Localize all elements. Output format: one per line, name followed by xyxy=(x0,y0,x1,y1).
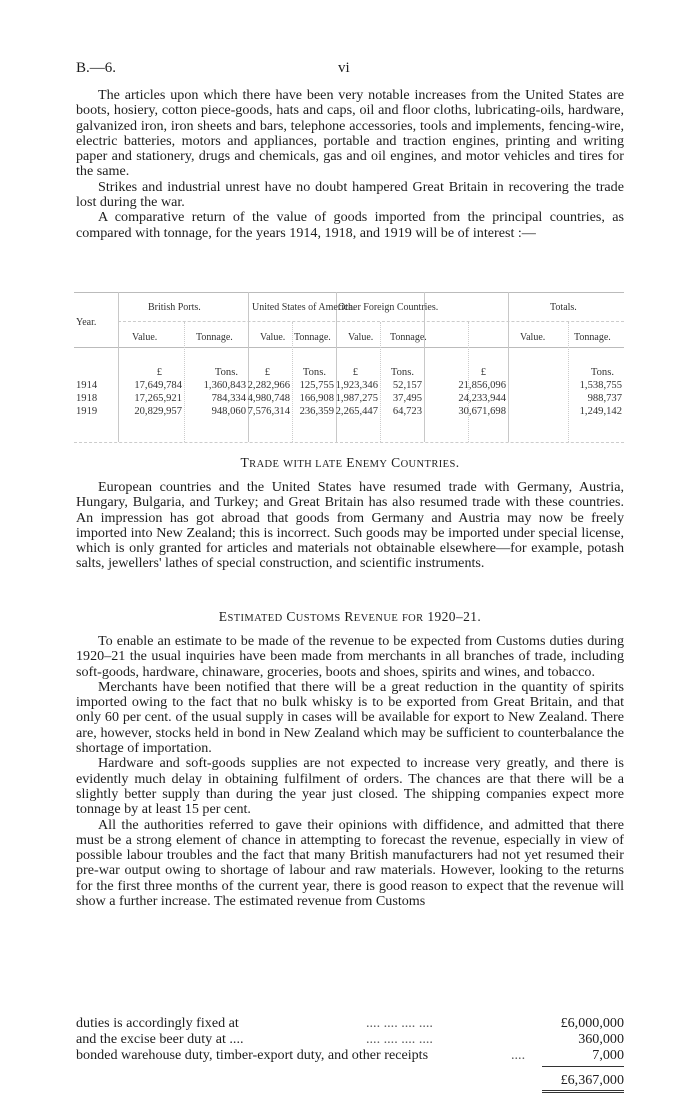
revenue-line: duties is accordingly fixed at .... .... .... .... £6,000,000 xyxy=(76,1015,624,1031)
table-cell: 1,249,142 xyxy=(579,406,622,417)
table-cell: 17,649,784 xyxy=(134,380,182,391)
page-header xyxy=(76,60,624,80)
table-column-header: Tonnage. xyxy=(390,332,427,343)
table-unit-label: Tons. xyxy=(214,367,238,378)
table-column-header: Value. xyxy=(132,332,158,343)
revenue-line: and the excise beer duty at .... .... .... .... .... 360,000 xyxy=(76,1031,624,1047)
table-column-header: Tonnage. xyxy=(196,332,233,343)
section-heading-trade: TRADE WITH LATE ENEMY COUNTRIES. xyxy=(240,455,460,470)
table-cell: 21,856,096 xyxy=(458,380,506,391)
table-group-header: Other Foreign Countries. xyxy=(338,302,439,313)
sum-rule xyxy=(542,1066,624,1067)
table-cell: 1,987,275 xyxy=(335,393,378,404)
table-column-header: Value. xyxy=(260,332,286,343)
paragraph: Merchants have been notified that there will be a great reduction in the quantity of spirits imported owing to the fact that no bulk whisky is to be exported from Great Britain, and that only 60 per cent. of the usual supply in cases will be available for export to New Zealand. There are, however, stocks held in bond in New Zealand which may be sufficient to counterbalance the shortage of importation. xyxy=(76,678,624,757)
table-cell: 2,282,966 xyxy=(247,380,290,391)
trade-section xyxy=(76,480,624,572)
table-cell: 4,980,748 xyxy=(247,393,290,404)
table-year-cell: 1914 xyxy=(76,380,98,391)
table-unit-label: Tons. xyxy=(590,367,614,378)
table-column-header: Value. xyxy=(348,332,374,343)
intro-section xyxy=(76,88,624,241)
table-cell: 1,923,346 xyxy=(335,380,378,391)
paragraph: Strikes and industrial unrest have no doubt hampered Great Britain in recovering the trade lost during the war. xyxy=(76,178,624,211)
table-cell: 37,495 xyxy=(392,393,422,404)
document-reference: B.—6. xyxy=(76,60,117,76)
table-cell: 1,360,843 xyxy=(203,380,246,391)
table-cell: 236,359 xyxy=(299,406,334,417)
table-year-cell: 1918 xyxy=(76,393,98,404)
table-column-header: Tonnage. xyxy=(574,332,611,343)
page-number: vi xyxy=(338,60,350,76)
table-column-header: Tonnage. xyxy=(294,332,331,343)
table-cell: 125,755 xyxy=(299,380,334,391)
section-heading-customs: ESTIMATED CUSTOMS REVENUE FOR 1920–21. xyxy=(218,609,482,624)
table-group-header: British Ports. xyxy=(148,302,201,313)
paragraph: Hardware and soft-goods supplies are not expected to increase very greatly, and there is evidently much delay in obtaining fulfilment of orders. The chances are that there will be a slightly better supply than during the year just closed. The shipping companies expect more tonnage by at least 15 per cent. xyxy=(76,755,624,818)
table-cell: 64,723 xyxy=(392,406,422,417)
table-cell: 24,233,944 xyxy=(458,393,506,404)
table-group-header: Totals. xyxy=(550,302,577,313)
table-group-header: United States of America. xyxy=(252,302,356,313)
customs-section xyxy=(76,634,624,909)
table-cell: 784,334 xyxy=(211,393,246,404)
revenue-line: bonded warehouse duty, timber-export duty, and other receipts .... 7,000 xyxy=(76,1047,624,1063)
revenue-total: £6,367,000 xyxy=(560,1072,624,1088)
table-cell: 166,908 xyxy=(299,393,334,404)
table-cell: 948,060 xyxy=(211,406,246,417)
table-unit-label: Tons. xyxy=(302,367,326,378)
table-cell: 1,538,755 xyxy=(579,380,622,391)
paragraph: To enable an estimate to be made of the revenue to be expected from Customs duties during 1920–21 the usual inquiries have been made from merchants in all branches of trade, including soft-goods, hardware, chinaware, groceries, boots and shoes, spirits and wines, and tobacco. xyxy=(76,633,624,680)
table-unit-label: £ xyxy=(352,367,358,378)
table-unit-label: £ xyxy=(156,367,162,378)
table-year-header: Year. xyxy=(76,317,97,328)
paragraph: A comparative return of the value of goods imported from the principal countries, as compared with tonnage, for the years 1914, 1918, and 1919 will be of interest :— xyxy=(76,209,624,241)
total-rule xyxy=(542,1090,624,1093)
paragraph: European countries and the United States have resumed trade with Germany, Austria, Hungary, Bulgaria, and Turkey; and Great Britain has also resumed trade with these countries. An impression has got abroad that goods from Germany and Austria may now be freely imported into New Zealand; this is incorrect. Such goods may be imported under special license, which is only granted for articles and materials not obtainable elsewhere—for example, potash salts, jewellers' lathes of special construction, and scientific instruments. xyxy=(76,479,624,572)
document-page xyxy=(76,0,624,1120)
table-unit-label: Tons. xyxy=(390,367,414,378)
table-cell: 20,829,957 xyxy=(134,406,182,417)
table-year-cell: 1919 xyxy=(76,406,98,417)
table-cell: 988,737 xyxy=(587,393,622,404)
table-cell: 30,671,698 xyxy=(458,406,506,417)
table-cell: 17,265,921 xyxy=(134,393,182,404)
imports-table xyxy=(74,292,624,452)
table-unit-label: £ xyxy=(264,367,270,378)
table-cell: 2,265,447 xyxy=(335,406,378,417)
table-cell: 7,576,314 xyxy=(247,406,290,417)
paragraph: The articles upon which there have been very notable increases from the United States are boots, hosiery, cotton piece-goods, hats and caps, oil and floor cloths, lubricating-oils, hardware, galvanized iron, iron sheets and bars, telephone accessories, tools and implements, fencing-wire, electric batteries, motors and appliances, portable and traction engines, printing and writing paper and stationery, drugs and chemicals, gas and oil engines, and motor vehicles and tires for the same. xyxy=(76,87,624,180)
paragraph: All the authorities referred to gave their opinions with diffidence, and admitted that there must be a strong element of chance in attempting to forecast the revenue, especially in view of possible labour troubles and the fact that many British manufacturers had not yet resumed their pre-war output owing to shortage of labour and raw materials. However, looking to the returns for the first three months of the current year, there is good reason to expect that the revenue will show a further increase. The estimated revenue from Customs xyxy=(76,816,624,910)
table-cell: 52,157 xyxy=(392,380,422,391)
table-unit-label: £ xyxy=(480,367,486,378)
table-column-header: Value. xyxy=(520,332,546,343)
